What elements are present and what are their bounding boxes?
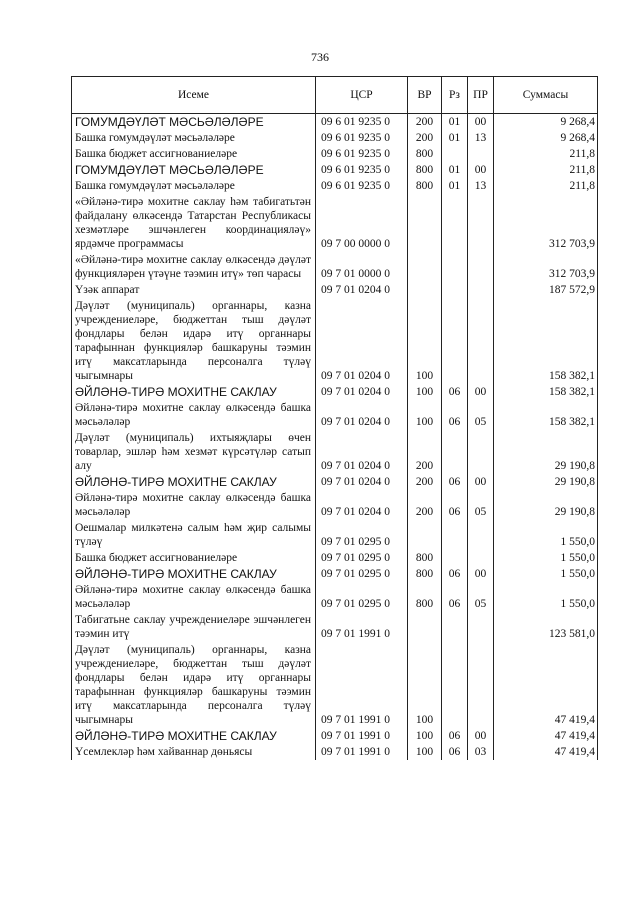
row-pr: 13	[468, 130, 494, 146]
row-pr: 13	[468, 178, 494, 194]
row-vr: 200	[408, 490, 442, 520]
row-pr	[468, 612, 494, 642]
row-csr: 09 6 01 9235 0	[316, 178, 408, 194]
row-rz	[442, 282, 468, 298]
row-name: Башка бюджет ассигнованиеләре	[72, 146, 316, 162]
table-row	[72, 612, 598, 642]
row-rz: 06	[442, 474, 468, 490]
row-pr: 00	[468, 474, 494, 490]
table-row	[72, 642, 598, 728]
row-sum: 47 419,4	[494, 642, 598, 728]
row-sum: 312 703,9	[494, 194, 598, 252]
table-row	[72, 744, 598, 760]
row-vr: 100	[408, 400, 442, 430]
row-rz: 06	[442, 582, 468, 612]
row-csr: 09 7 01 0295 0	[316, 520, 408, 550]
table-row	[72, 728, 598, 744]
table-row	[72, 400, 598, 430]
row-name: ӘЙЛӘНӘ-ТИРӘ МОХИТНЕ САКЛАУ	[72, 728, 316, 744]
table-row	[72, 252, 598, 282]
row-name: Әйләнә-тирә мохитне саклау өлкәсендә башка мәсьәләләр	[72, 490, 316, 520]
table-row	[72, 582, 598, 612]
row-sum: 158 382,1	[494, 384, 598, 400]
row-sum: 1 550,0	[494, 520, 598, 550]
row-csr: 09 7 01 0204 0	[316, 400, 408, 430]
table-row	[72, 178, 598, 194]
row-sum: 1 550,0	[494, 566, 598, 582]
table-row	[72, 490, 598, 520]
row-name: Әйләнә-тирә мохитне саклау өлкәсендә башка мәсьәләләр	[72, 400, 316, 430]
row-name: Дәүләт (муниципаль) органнары, казна учреждениеләре, бюджеттан тыш дәүләт фондлары белән идарә итү органнары тарафыннан функцияләр башкаруны тәэмин итү максатларында персоналга түләү чыгымнары	[72, 642, 316, 728]
row-pr	[468, 642, 494, 728]
row-vr: 800	[408, 162, 442, 178]
table-row	[72, 474, 598, 490]
row-pr	[468, 194, 494, 252]
row-name: Башка гомумдәүләт мәсьәләләре	[72, 130, 316, 146]
row-csr: 09 7 01 0204 0	[316, 474, 408, 490]
row-name: ГОМУМДӘҮЛӘТ МӘСЬӘЛӘЛӘРЕ	[72, 114, 316, 131]
row-name: Башка бюджет ассигнованиеләре	[72, 550, 316, 566]
row-name: Табигатьне саклау учреждениеләре эшчәнлеген тәэмин итү	[72, 612, 316, 642]
row-rz: 01	[442, 130, 468, 146]
row-rz	[442, 146, 468, 162]
table-row	[72, 114, 598, 131]
row-csr: 09 6 01 9235 0	[316, 114, 408, 131]
row-csr: 09 7 01 1991 0	[316, 744, 408, 760]
row-vr: 200	[408, 430, 442, 474]
column-header-vr: ВР	[408, 77, 442, 114]
table-row	[72, 194, 598, 252]
row-csr: 09 7 01 0204 0	[316, 282, 408, 298]
row-sum: 187 572,9	[494, 282, 598, 298]
row-rz: 01	[442, 162, 468, 178]
row-rz: 06	[442, 728, 468, 744]
row-sum: 211,8	[494, 162, 598, 178]
row-csr: 09 7 01 0204 0	[316, 490, 408, 520]
row-vr: 800	[408, 582, 442, 612]
row-rz: 06	[442, 744, 468, 760]
row-sum: 9 268,4	[494, 114, 598, 131]
column-header-csr: ЦСР	[316, 77, 408, 114]
table-row	[72, 282, 598, 298]
row-name: ӘЙЛӘНӘ-ТИРӘ МОХИТНЕ САКЛАУ	[72, 474, 316, 490]
row-pr	[468, 430, 494, 474]
row-vr: 100	[408, 384, 442, 400]
row-name: ӘЙЛӘНӘ-ТИРӘ МОХИТНЕ САКЛАУ	[72, 566, 316, 582]
budget-table	[71, 76, 598, 760]
row-sum: 312 703,9	[494, 252, 598, 282]
table-row	[72, 550, 598, 566]
row-sum: 29 190,8	[494, 474, 598, 490]
row-vr: 100	[408, 642, 442, 728]
table-row	[72, 130, 598, 146]
row-rz	[442, 430, 468, 474]
row-csr: 09 6 01 9235 0	[316, 162, 408, 178]
table-row	[72, 384, 598, 400]
row-rz	[442, 612, 468, 642]
row-pr: 05	[468, 400, 494, 430]
row-name: Үзәк аппарат	[72, 282, 316, 298]
row-name: ГОМУМДӘҮЛӘТ МӘСЬӘЛӘЛӘРЕ	[72, 162, 316, 178]
row-pr	[468, 550, 494, 566]
row-vr: 100	[408, 728, 442, 744]
row-pr	[468, 252, 494, 282]
row-rz	[442, 550, 468, 566]
table-row	[72, 566, 598, 582]
row-name: «Әйләнә-тирә мохитне саклау һәм табигатьтән файдалану өлкәсендә Татарстан Республикасы хезмәтләре эшчәнлеген координацияләү» ярдәмче программасы	[72, 194, 316, 252]
row-rz: 06	[442, 400, 468, 430]
row-rz	[442, 520, 468, 550]
table-row	[72, 430, 598, 474]
row-csr: 09 6 01 9235 0	[316, 130, 408, 146]
row-csr: 09 7 01 0204 0	[316, 430, 408, 474]
row-csr: 09 7 01 1991 0	[316, 642, 408, 728]
row-sum: 47 419,4	[494, 744, 598, 760]
column-header-rz: Рз	[442, 77, 468, 114]
row-vr	[408, 252, 442, 282]
row-sum: 1 550,0	[494, 582, 598, 612]
row-sum: 211,8	[494, 178, 598, 194]
row-csr: 09 7 01 1991 0	[316, 728, 408, 744]
row-vr	[408, 612, 442, 642]
row-rz	[442, 194, 468, 252]
row-pr	[468, 298, 494, 384]
row-pr	[468, 282, 494, 298]
column-header-name: Исеме	[72, 77, 316, 114]
row-rz: 06	[442, 384, 468, 400]
row-rz: 06	[442, 566, 468, 582]
row-vr: 100	[408, 298, 442, 384]
row-pr: 00	[468, 162, 494, 178]
row-rz: 01	[442, 178, 468, 194]
table-body	[72, 114, 598, 761]
row-rz	[442, 298, 468, 384]
column-header-sum: Суммасы	[494, 77, 598, 114]
row-csr: 09 7 01 0204 0	[316, 298, 408, 384]
row-pr: 05	[468, 490, 494, 520]
row-name: Дәүләт (муниципаль) ихтыяҗлары өчен товарлар, эшләр һәм хезмәт күрсәтүләр сатып алу	[72, 430, 316, 474]
table-row	[72, 146, 598, 162]
row-vr: 800	[408, 566, 442, 582]
row-csr: 09 7 01 0000 0	[316, 252, 408, 282]
row-sum: 1 550,0	[494, 550, 598, 566]
row-csr: 09 7 01 0204 0	[316, 384, 408, 400]
row-csr: 09 7 00 0000 0	[316, 194, 408, 252]
row-vr: 200	[408, 130, 442, 146]
row-rz: 01	[442, 114, 468, 131]
table-row	[72, 520, 598, 550]
row-sum: 47 419,4	[494, 728, 598, 744]
table-row	[72, 298, 598, 384]
table-row	[72, 162, 598, 178]
row-name: Әйләнә-тирә мохитне саклау өлкәсендә башка мәсьәләләр	[72, 582, 316, 612]
row-name: Дәүләт (муниципаль) органнары, казна учреждениеләре, бюджеттан тыш дәүләт фондлары белән идарә итү органнары тарафыннан функцияләр башкаруны тәэмин итү максатларында персоналга түләү чыгымнары	[72, 298, 316, 384]
row-sum: 9 268,4	[494, 130, 598, 146]
row-pr: 00	[468, 566, 494, 582]
row-sum: 158 382,1	[494, 400, 598, 430]
row-vr: 800	[408, 146, 442, 162]
row-pr: 05	[468, 582, 494, 612]
row-pr	[468, 520, 494, 550]
row-pr: 00	[468, 728, 494, 744]
row-vr: 800	[408, 550, 442, 566]
row-sum: 29 190,8	[494, 430, 598, 474]
row-name: Оешмалар милкәтенә салым һәм җир салымы түләү	[72, 520, 316, 550]
row-name: Башка гомумдәүләт мәсьәләләре	[72, 178, 316, 194]
row-sum: 158 382,1	[494, 298, 598, 384]
row-rz	[442, 642, 468, 728]
row-vr	[408, 282, 442, 298]
row-name: ӘЙЛӘНӘ-ТИРӘ МОХИТНЕ САКЛАУ	[72, 384, 316, 400]
row-csr: 09 7 01 0295 0	[316, 566, 408, 582]
row-rz: 06	[442, 490, 468, 520]
row-sum: 123 581,0	[494, 612, 598, 642]
row-vr: 100	[408, 744, 442, 760]
row-pr	[468, 146, 494, 162]
table-header-row	[72, 77, 598, 114]
row-pr: 00	[468, 114, 494, 131]
row-vr	[408, 520, 442, 550]
row-csr: 09 6 01 9235 0	[316, 146, 408, 162]
page-number: 736	[311, 50, 329, 64]
row-pr: 00	[468, 384, 494, 400]
column-header-pr: ПР	[468, 77, 494, 114]
row-vr: 200	[408, 114, 442, 131]
row-csr: 09 7 01 0295 0	[316, 582, 408, 612]
row-vr: 800	[408, 178, 442, 194]
row-csr: 09 7 01 0295 0	[316, 550, 408, 566]
row-rz	[442, 252, 468, 282]
row-pr: 03	[468, 744, 494, 760]
row-name: «Әйләнә-тирә мохитне саклау өлкәсендә дәүләт функцияләрен үтәүне тәэмин итү» төп чарасы	[72, 252, 316, 282]
row-sum: 29 190,8	[494, 490, 598, 520]
row-vr: 200	[408, 474, 442, 490]
row-csr: 09 7 01 1991 0	[316, 612, 408, 642]
row-sum: 211,8	[494, 146, 598, 162]
row-name: Үсемлекләр һәм хайваннар дөньясы	[72, 744, 316, 760]
row-vr	[408, 194, 442, 252]
